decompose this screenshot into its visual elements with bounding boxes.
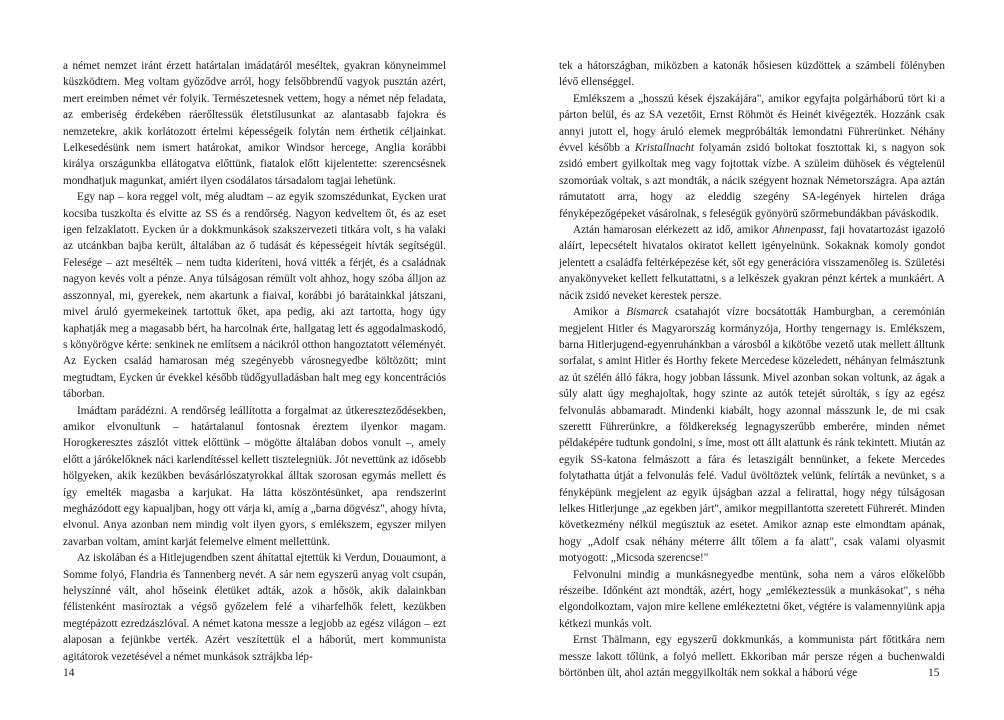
paragraph: Az iskolában és a Hitlejugendben szent áhítattal ejtettük ki Verdun, Douaumont, a Somme folyó, Flandria és Tannenberg nevét. A sár nem egyszerű anyag volt csupán, helyszínné vált, ahol hőseink életüket adták, azok a hősök, akik dalainkban félistenként masíroztak a végső győzelem felé a viharfelhők felett, kezükben megtépázott ezredzászlóval. A német katona messze a legjobb az egész világon – ezt alaposan a fejünkbe verték. Azért veszítettük el a háborút, mert kommunista agitátorok vezetésével a német munkások sztrájkba lép- (63, 552, 446, 663)
paragraph: Amikor a Bismarck csatahajót vízre bocsátották Hamburgban, a ceremónián megjelent Hitler és Magyarország kormányzója, Horthy tengernagy is. Emlékszem, barna Hitlerjugend-egyenruhánkban a városból a kikötőbe vezető utak mellett álltunk sorfalat, s amint Hitler és Horthy fekete Mercedese közeledett, néhányan felmásztunk az út szélén álló fákra, hogy jobban lássunk. Mivel azonban sokan voltunk, az ágak a súly alatt úgy meghajoltak, hogy szinte az autók tetejét súrolták, s így az egész felvonulás abbamaradt. Mindenki kiabált, hogy azonnal másszunk le, de mi csak szerettt Führerünkre, a földkerekség legnagyszerűbb emberére, minden német példaképére tudtunk gondolni, s íme, most ott állt alattunk és ránk tekintett. Miután az egyik SS-katona felmászott a fára és letaszigált bennünket, a fekete Mercedes folytathatta útját a felvonulás felé. Vadul üvöltöztek velünk, felírták a nevünket, s a fényképünk megjelent az egyik újságban azzal a felirattal, hogy négy túlságosan lelkes Hitlerjunge „az egekben járt", amikor megpillantotta szeretett Führerét. Minden következmény nélkül megúsztuk az esetet. Amikor aznap este elmondtam apának, hogy „Adolf csak néhány méterre állt tőlem a fa alatt", csak valami olyasmit motyogott: „Micsoda szerencse!" (559, 306, 945, 565)
page-number-right: 15 (928, 667, 940, 679)
paragraph: Felvonulni mindig a munkásnegyedbe mentünk, soha nem a város előkelőbb részeibe. Időnként azt mondták, azért, hogy „emlékeztessük a munkásokat", s néha elgondolkoztam, vajon mire kellene emlékeztetni őket, végtére is valamennyiünk apja kétkezi munkás volt. (559, 568, 945, 630)
paragraph: Ernst Thälmann, egy egyszerű dokkmunkás, a kommunista párt főtitkára nem messze lakott tőlünk, a folyó mellett. Ekkoriban már persze régen a buchenwaldi börtönben ült, ahol aztán meggyilkolták nem sokkal a háború vége (559, 634, 945, 680)
paragraph: Egy nap – kora reggel volt, még aludtam – az egyik szomszédunkat, Eycken urat kocsiba tuszkolta és elvitte az SS és a rendőrség. Nagyon kedveltem őt, és az eset igen felzaklatott. Eycken úr a dokkmunkások szakszervezeti titkára volt, s ha valaki az utcánkban bajba került, általában az ő tudását és képességeit hívták segítségül. Felesége – azt mesélték – nem tudta kideríteni, hová vitték a férjét, és a családnak nagyon kevés volt a pénze. Anya túlságosan rémült volt ahhoz, hogy szóba álljon az asszonnyal, mi, gyerekek, nem akartunk a fiaival, korábbi jó barátainkkal játszani, mivel áruló gyermekeinek tartottuk őket, apa pedig, aki azt tartotta, hogy úgy kaphatják meg a magasabb bért, ha harcolnak érte, hallgatag lett és aggodalmaskodó, s könyörögve kérte: senkinek ne említsem a nácikról otthon hangoztatott véleményét. Az Eycken család hamarosan még szegényebb városnegyedbe költözött; mint megtudtam, Eycken úr évekkel később tüdőgyulladásban halt meg egy koncentrációs táborban. (63, 191, 446, 401)
paragraph: a német nemzet iránt érzett határtalan imádatáról meséltek, gyakran könyneimmel küszködtem. Meg voltam győződve arról, hogy felsőbbrendű vagyok pusztán azért, mert ereimben német vér folyik. Természetesnek vettem, hogy a német nép feladata, az emberiség érdekében ráerőltessük életstílusunkat az alantasabb fajokra és nemzetekre, akik korlátozott értelmi képességeik folytán nem érthetik céljainkat. Lelkesedésünk nem ismert határokat, amikor Windsor hercege, Anglia korábbi királya országunkba ellátogatva előttünk, fiatalok előtt kijelentette: szerencsésnek mondhatjuk magunkat, amiért ilyen csodálatos társadalom tagjai lehetünk. (63, 60, 446, 187)
paragraph: Emlékszem a „hosszú kések éjszakájára", amikor egyfajta polgárháború tört ki a párton belül, és az SA vezetőit, Ernst Röhmöt és Heinét kivégezték. Hozzánk csak annyi jutott el, hogy áruló elemek megpróbálták lemondatni Führerünket. Néhány évvel később a Kristallnacht folyamán zsidó boltokat fosztottak ki, s nagyon sok zsidó embert gyilkoltak meg vagy fojtottak vízbe. A szüleim dühösek és végtelenül szomorúak voltak, s azt mondták, a nácik szégyent hoznak Németországra. Apa aztán rámutatott arra, hogy az eleddig szegény SA-legények hirtelen drága fényképezőgépeket vásárolnak, s feleségük gyönyörű szőrmebundákban páváskodik. (559, 92, 945, 220)
left-page-text (63, 58, 446, 665)
paragraph: Imádtam parádézni. A rendőrség leállította a forgalmat az útkereszteződésekben, amikor elvonultunk – határtalanul fontosnak éreztem ilyenkor magam. Horogkeresztes zászlót vittek előttünk – mögötte általában dobos vonult –, amely előtt a járókelőknek náci karlendítéssel kellett tisztelegniük. Jót nevettünk az idősebb hölgyeken, akik kezükben bevásárlószatyrokkal álltak szorosan egymás mellett és így emelték magasba a karjukat. Ha látta köszöntésünket, apa rendszerint megházódott egy kapualjban, hogy ott várja ki, amíg a „barna dögvész", ahogy hívta, elvonul. Anya azonban nem mindig volt ilyen gyors, s emlékszem, egyszer milyen zavarban voltam, amint karját felemelve elment mellettünk. (63, 404, 446, 548)
right-page (502, 0, 1004, 720)
paragraph: tek a hátországban, miközben a katonák hősiesen küzdöttek a számbeli fölényben lévő ellenséggel. (559, 60, 945, 89)
paragraph: Aztán hamarosan elérkezett az idő, amikor Ahnenpasst, faji hovatartozást igazoló aláírt, lepecsételt hivatalos okiratot kellett igényelnünk. Sokaknak komoly gondot jelentett a családfa feltérképezése két, sőt egy generációra visszamenőleg is. Születési anyakönyveket kellett felkutattatni, s a lelkészek gyakran pénzt kértek a munkáért. A nácik zsidó neveket kerestek persze. (559, 224, 945, 302)
right-page-text (559, 58, 945, 681)
page-number-left: 14 (63, 667, 75, 679)
